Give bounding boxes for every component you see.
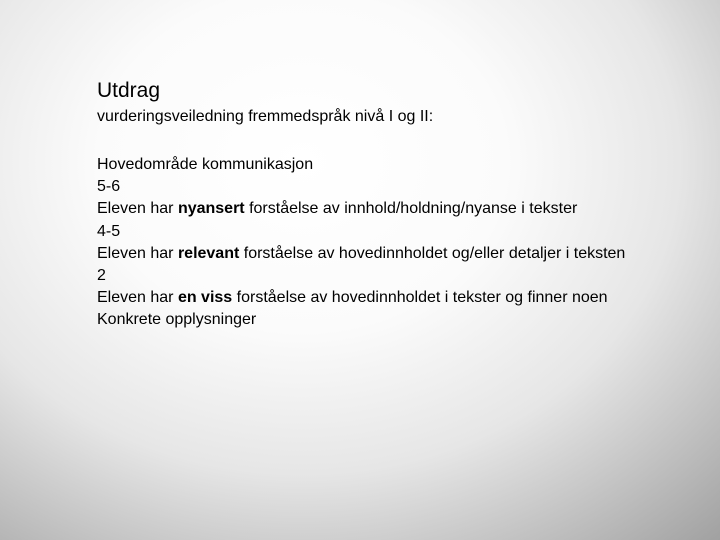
level-score: 4-5 [97,222,121,240]
level-description [97,243,657,265]
slide-content [97,78,657,332]
level-description-emphasis: en viss [177,289,233,307]
section-heading: Hovedområde kommunikasjon [97,156,314,173]
level-description-suffix: forståelse av hovedinnholdet i tekster og finner noen [232,289,608,307]
level-description-suffix: forståelse av innhold/holdning/nyanse i tekster [244,200,578,218]
slide-subtitle: vurderingsveiledning fremmedspråk nivå I og II: [97,108,434,125]
level-score: 5-6 [97,178,121,196]
level-description-prefix: Eleven har [97,244,178,262]
footer-line: Konkrete opplysninger [97,311,257,329]
slide-body [97,154,657,332]
level-description-emphasis: relevant [177,244,240,262]
level-description [97,198,657,220]
level-description [97,287,657,309]
level-description-prefix: Eleven har [97,289,178,307]
level-description-emphasis: nyansert [177,200,245,218]
slide-title: Utdrag [97,79,161,102]
level-description-prefix: Eleven har [97,200,178,218]
level-score: 2 [97,267,106,285]
level-description-suffix: forståelse av hovedinnholdet og/eller detaljer i teksten [239,244,626,262]
